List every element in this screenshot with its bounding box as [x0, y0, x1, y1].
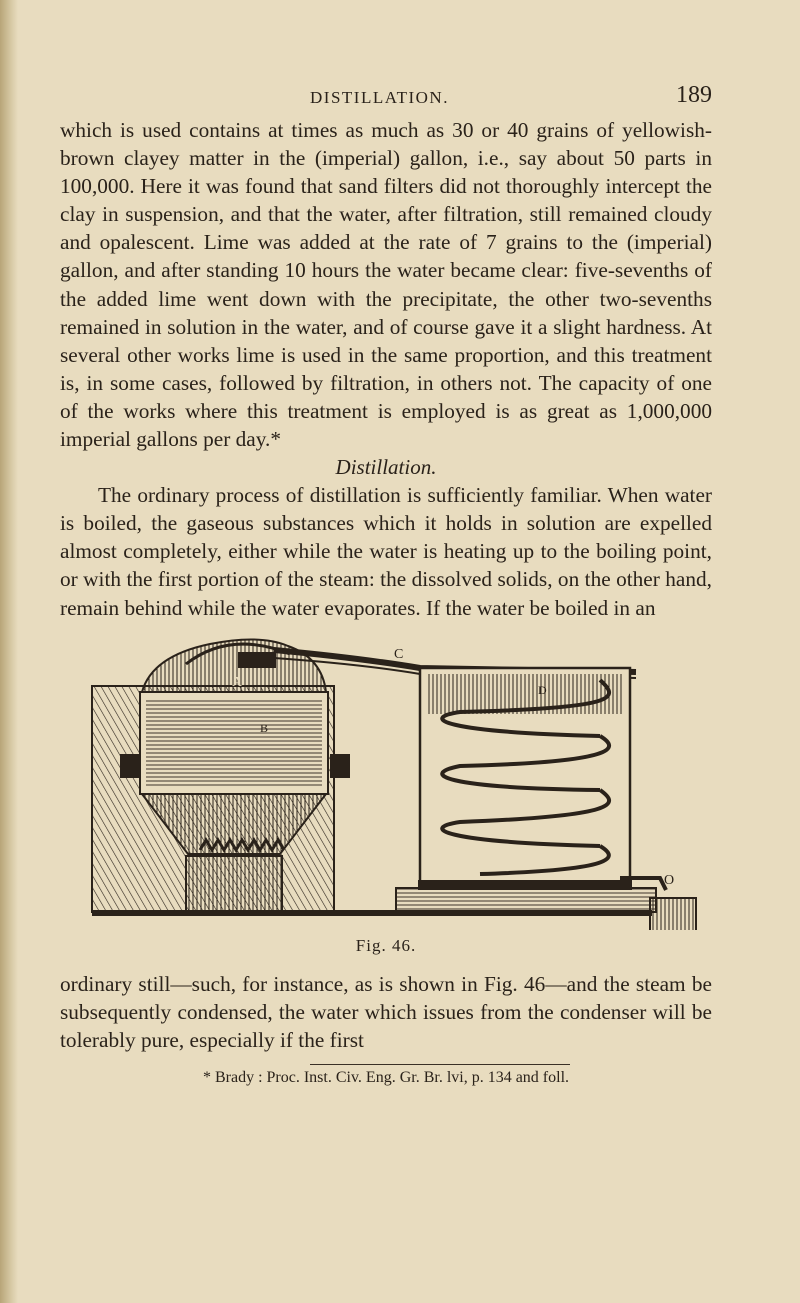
paragraph-2: The ordinary process of distillation is sufficiently familiar. When water is boiled, the gaseous substances which it holds in solution are expelled almost completely, either while the water is heating up to the boiling point, or with the first portion of the steam: the dissolved solids, on the other hand, remain behind while the water evaporates. If the water be boiled in an [60, 483, 712, 620]
book-page [60, 82, 712, 1087]
label-a: A [232, 674, 243, 690]
still-illustration [60, 628, 712, 930]
footnote-rule [310, 1064, 570, 1065]
section-heading: Distillation. [335, 455, 437, 480]
label-c: C [394, 646, 404, 662]
binding-edge [0, 0, 18, 1303]
still-drawing [60, 628, 712, 930]
paragraph-3: ordinary still—such, for instance, as is shown in Fig. 46—and the steam be subsequently condensed, the water which issues from the condenser will be tolerably pure, especially if the first [60, 971, 712, 1052]
running-head [60, 82, 712, 116]
running-head-title: DISTILLATION. [310, 88, 449, 107]
page-number: 189 [676, 82, 712, 108]
figure-caption: Fig. 46. [355, 935, 417, 955]
footnote: * Brady : Proc. Inst. Civ. Eng. Gr. Br. lvi, p. 134 and foll. [202, 1068, 570, 1086]
paragraph-1: which is used contains at times as much as 30 or 40 grains of yellowish-brown clayey matter in the (imperial) gallon, i.e., say about 50 parts in 100,000. Here it was found that sand filters did not thoroughly intercept the clay in suspension, and that the water, after filtration, still remained cloudy and opalescent. Lime was added at the rate of 7 grains to the (imperial) gallon, and after standing 10 hours the water became clear: five-sevenths of the added lime went down with the precipitate, the other two-sevenths remained in solution in the water, and of course gave it a slight hardness. At several other works lime is used in the same proportion, and this treatment is, in some cases, followed by filtration, in others not. The capacity of one of the works where this treatment is employed is as great as 1,000,000 imperial gallons per day.* [60, 118, 712, 452]
label-o: O [664, 872, 675, 888]
label-b: B [260, 720, 269, 735]
label-d: D [538, 682, 547, 697]
condenser-tank [396, 668, 656, 912]
